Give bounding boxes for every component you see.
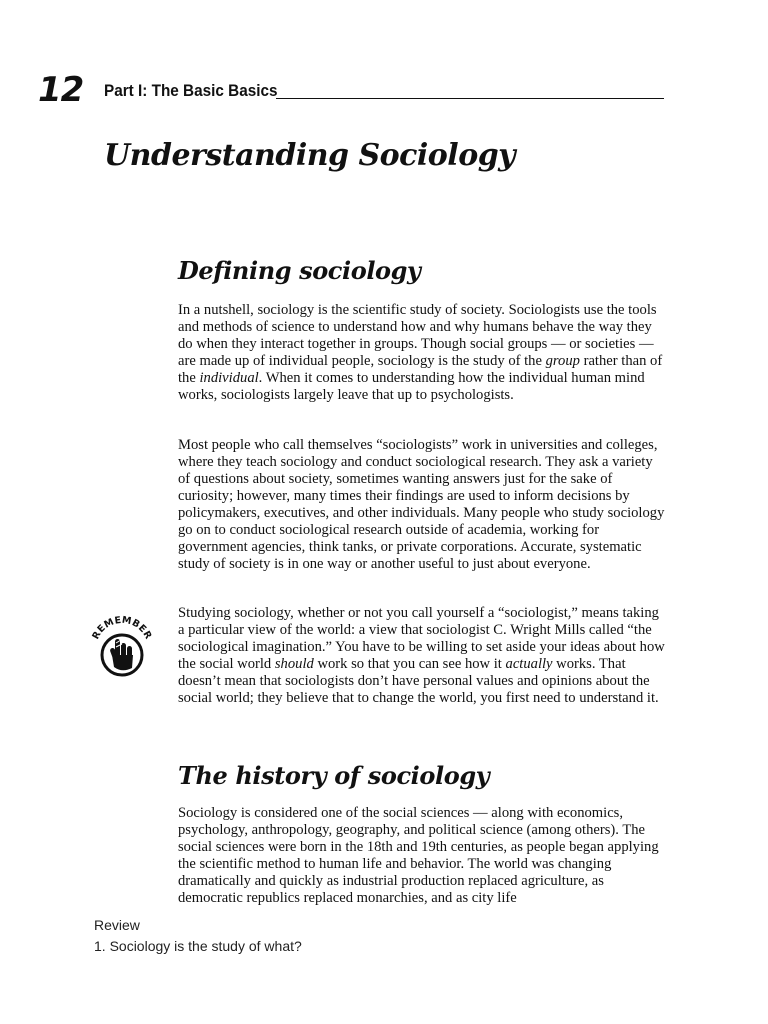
section-heading-defining-sociology: Defining sociology [178, 256, 421, 285]
paragraph-defining-3: Studying sociology, whether or not you call yourself a “sociologist,” means taking a particular view of the world: a view that sociologist C. Wright Mills called “the sociological imagination.” You have to be willing to set aside your ideas about how the social world should work so that you can see how it actually works. That doesn’t mean that sociologists don’t have personal values and opinions about the social world; they believe that to change the world, you first need to understand it. [178, 605, 665, 706]
paragraph-defining-2: Most people who call themselves “sociologists” work in universities and colleges, where they teach sociology and conduct sociological research. They ask a variety of questions about society, sometimes wanting answers just for the sake of curiosity; however, many times their findings are used to inform decisions by policymakers, executives, and other individuals. Many people who study sociology go on to conduct sociological research outside of academia, working for government agencies, think tanks, or private corporations. Accurate, systematic study of society is in one way or another useful to just about everyone. [178, 437, 665, 572]
running-head: Part I: The Basic Basics [104, 81, 278, 100]
section-heading-history-of-sociology: The history of sociology [178, 761, 490, 790]
review-title: Review [94, 917, 140, 933]
paragraph-defining-1: In a nutshell, sociology is the scientific study of society. Sociologists use the tools and methods of science to understand how and why humans behave the way they do when they interact together in groups. Though social groups — or societies — are made up of individual people, sociology is the study of the group rather than of the individual. When it comes to understanding how the individual human mind works, sociologists largely leave that up to psychologists. [178, 302, 663, 403]
paragraph-history-1: Sociology is considered one of the social sciences — along with economics, psychology, anthropology, geography, and political science (among others). The social sciences were born in the 18th and 19th centuries, as people began applying the scientific method to human life and behavior. The world was changing dramatically and quickly as industrial production replaced agriculture, as democratic republics replaced monarchies, and as city life [178, 805, 659, 906]
header-rule [276, 98, 664, 99]
remember-icon-label: REMEMBER [90, 614, 154, 642]
page-number: 12 [38, 70, 84, 110]
remember-icon [86, 605, 158, 687]
review-question-1: 1. Sociology is the study of what? [94, 938, 302, 954]
chapter-title: Understanding Sociology [104, 138, 516, 173]
